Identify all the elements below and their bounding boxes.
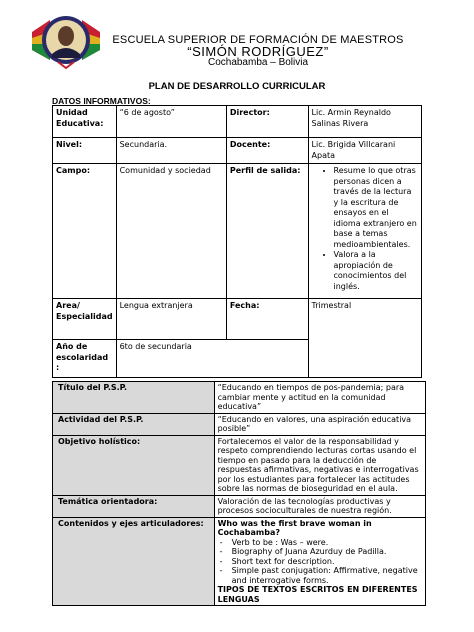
fecha-value: Trimestral bbox=[308, 299, 421, 378]
campo-value: Comunidad y sociedad bbox=[116, 164, 226, 299]
list-item: • Valora a la apropiación de conocimientos del inglés. bbox=[334, 250, 418, 292]
table-row bbox=[53, 106, 422, 138]
titulo-psp-value: “Educando en tiempos de pos-pandemia; para cambiar mente y actitud en la comunidad educativa” bbox=[214, 382, 425, 414]
psp-table bbox=[52, 381, 426, 606]
actividad-psp-label: Actividad del P.S.P. bbox=[53, 413, 215, 435]
table-row bbox=[53, 164, 422, 299]
actividad-psp-value: “Educando en valores, una aspiración educativa posible” bbox=[214, 413, 425, 435]
school-seal-logo bbox=[30, 10, 102, 70]
table-row bbox=[53, 299, 422, 340]
docente-value: Lic. Brigida Villcarani Apata bbox=[308, 138, 421, 164]
list-item: - Verb to be : Was – were. bbox=[218, 538, 422, 548]
tematica-label: Temática orientadora: bbox=[53, 495, 215, 517]
perfil-value bbox=[308, 164, 421, 299]
nivel-value: Secundaria. bbox=[116, 138, 226, 164]
unidad-label: Unidad Educativa: bbox=[53, 106, 117, 138]
list-item: - Biography of Juana Azurduy de Padilla. bbox=[218, 547, 422, 557]
perfil-label: Perfil de salida: bbox=[226, 164, 308, 299]
contenidos-list bbox=[218, 538, 422, 586]
table-row bbox=[53, 435, 426, 495]
list-item: - Short text for description. bbox=[218, 557, 422, 567]
titulo-psp-label: Título del P.S.P. bbox=[53, 382, 215, 414]
list-item: - Simple past conjugation: Affirmative, negative and interrogative forms. bbox=[218, 566, 422, 585]
anio-label: Año de escolaridad : bbox=[53, 340, 117, 378]
nivel-label: Nivel: bbox=[53, 138, 117, 164]
table-row bbox=[53, 382, 426, 414]
info-table bbox=[52, 105, 422, 378]
docente-label: Docente: bbox=[226, 138, 308, 164]
document-title: PLAN DE DESARROLLO CURRICULAR bbox=[148, 81, 326, 92]
director-value: Lic. Armin Reynaldo Salinas Rivera bbox=[308, 106, 421, 138]
fecha-label: Fecha: bbox=[226, 299, 308, 340]
objetivo-label: Objetivo holístico: bbox=[53, 435, 215, 495]
table-row bbox=[53, 495, 426, 517]
director-label: Director: bbox=[226, 106, 308, 138]
anio-value: 6to de secundaria bbox=[116, 340, 308, 378]
perfil-list bbox=[312, 166, 418, 292]
tematica-value: Valoración de las tecnologías productivas y procesos socioculturales de nuestra región. bbox=[214, 495, 425, 517]
objetivo-value: Fortalecemos el valor de la responsabilidad y respeto comprendiendo lecturas cortas usando el tiempo en pasado para la deducción de respuestas afirmativas, negativas e interrogativas por los estudiantes para fortalecer las actitudes sobre las normas de bioseguridad en el aula. bbox=[214, 435, 425, 495]
school-location: Cochabamba – Bolivia bbox=[207, 57, 309, 68]
area-value: Lengua extranjera bbox=[116, 299, 226, 340]
campo-label: Campo: bbox=[53, 164, 117, 299]
unidad-value: “6 de agosto” bbox=[116, 106, 226, 138]
contenidos-title: Who was the first brave woman in Cochabamba? bbox=[217, 518, 372, 537]
table-row bbox=[53, 138, 422, 164]
list-item: • Resume lo que otras personas dicen a través de la lectura y la escritura de ensayos en el idioma extranjero en base a temas medioambientales. bbox=[334, 166, 418, 250]
datos-informativos-label: DATOS INFORMATIVOS: bbox=[52, 96, 151, 106]
school-subtitle: “SIMÓN RODRÍGUEZ” bbox=[187, 44, 329, 59]
contenidos-footer: TIPOS DE TEXTOS ESCRITOS EN DIFERENTES LENGUAS bbox=[217, 585, 418, 604]
contenidos-label: Contenidos y ejes articuladores: bbox=[53, 517, 215, 606]
school-name: ESCUELA SUPERIOR DE FORMACIÓN DE MAESTROS bbox=[112, 34, 404, 46]
area-label: Area/ Especialidad bbox=[53, 299, 117, 340]
table-row bbox=[53, 413, 426, 435]
table-row bbox=[53, 517, 426, 606]
contenidos-value bbox=[214, 517, 425, 606]
